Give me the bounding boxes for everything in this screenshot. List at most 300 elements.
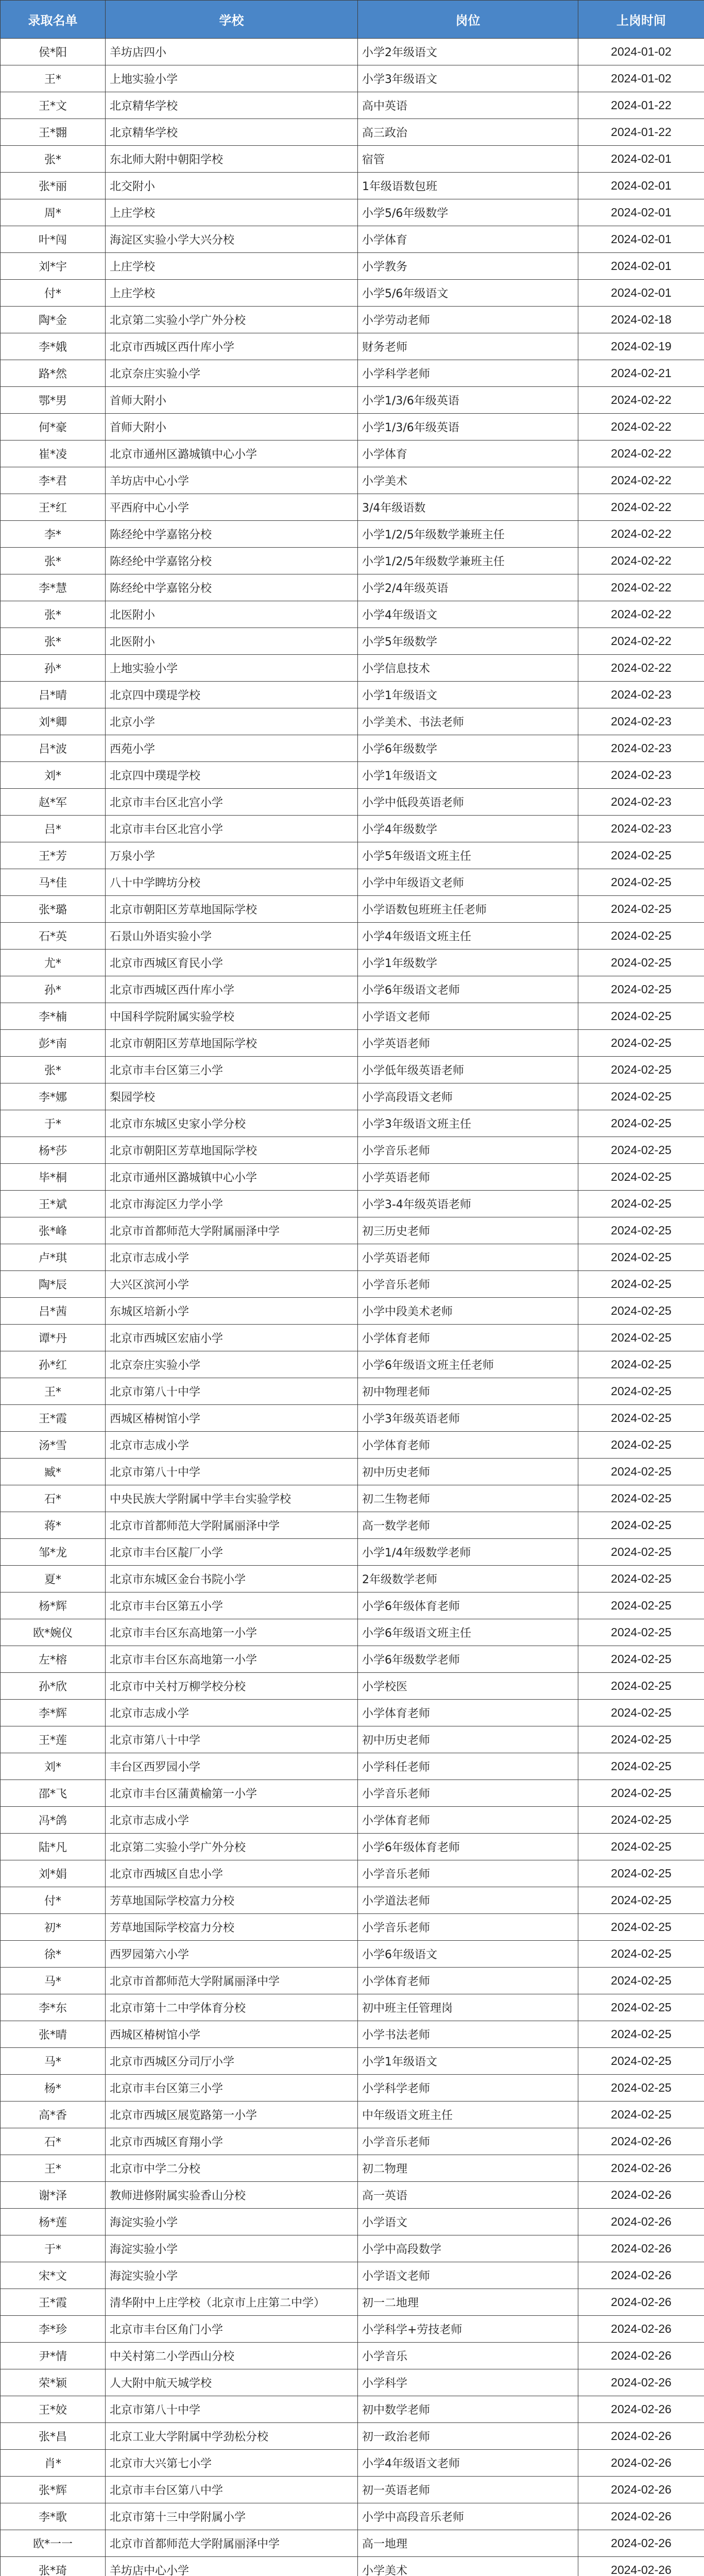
cell-position: 小学6年级语文班主任 — [358, 1619, 578, 1646]
cell-school: 北京市第十三中学附属小学 — [106, 2503, 358, 2530]
cell-name: 邹*龙 — [1, 1539, 106, 1566]
table-row — [1, 333, 704, 360]
table-row — [1, 1726, 704, 1753]
cell-name: 汤*雪 — [1, 1432, 106, 1459]
cell-school: 北京市第八十中学 — [106, 1459, 358, 1485]
cell-school: 陈经纶中学嘉铭分校 — [106, 521, 358, 548]
cell-school: 北京市西城区西什库小学 — [106, 976, 358, 1003]
cell-name: 鄂*男 — [1, 387, 106, 414]
table-row — [1, 39, 704, 65]
cell-start-date: 2024-02-26 — [578, 2155, 704, 2182]
cell-start-date: 2024-02-01 — [578, 226, 704, 253]
table-row — [1, 1485, 704, 1512]
table-row — [1, 2155, 704, 2182]
cell-position: 小学体育老师 — [358, 1432, 578, 1459]
table-row — [1, 1459, 704, 1485]
cell-position: 小学5年级语文班主任 — [358, 842, 578, 869]
cell-name: 王* — [1, 1378, 106, 1405]
cell-school: 北京市西城区自忠小学 — [106, 1860, 358, 1887]
table-row — [1, 1271, 704, 1298]
cell-school: 教师进修附属实验香山分校 — [106, 2182, 358, 2209]
cell-school: 石景山外语实验小学 — [106, 923, 358, 950]
cell-name: 王*霞 — [1, 1405, 106, 1432]
table-row — [1, 2343, 704, 2369]
cell-start-date: 2024-02-26 — [578, 2235, 704, 2262]
table-row — [1, 1994, 704, 2021]
cell-name: 孙*欣 — [1, 1673, 106, 1700]
cell-start-date: 2024-02-25 — [578, 2075, 704, 2102]
table-row — [1, 601, 704, 628]
cell-start-date: 2024-02-25 — [578, 1217, 704, 1244]
cell-start-date: 2024-02-26 — [578, 2316, 704, 2343]
table-row — [1, 1325, 704, 1351]
cell-name: 张* — [1, 1057, 106, 1083]
cell-name: 陶*辰 — [1, 1271, 106, 1298]
cell-school: 上地实验小学 — [106, 65, 358, 92]
cell-school: 上庄学校 — [106, 280, 358, 307]
cell-start-date: 2024-02-25 — [578, 1592, 704, 1619]
cell-name: 何*豪 — [1, 414, 106, 440]
cell-name: 冯*鸽 — [1, 1807, 106, 1834]
cell-start-date: 2024-02-22 — [578, 467, 704, 494]
table-row — [1, 1592, 704, 1619]
cell-start-date: 2024-02-25 — [578, 1030, 704, 1057]
cell-start-date: 2024-02-25 — [578, 1351, 704, 1378]
cell-position: 小学6年级体育老师 — [358, 1592, 578, 1619]
cell-start-date: 2024-02-25 — [578, 1700, 704, 1726]
cell-start-date: 2024-02-25 — [578, 1137, 704, 1164]
table-row — [1, 1244, 704, 1271]
cell-position: 小学1/3/6年级英语 — [358, 414, 578, 440]
cell-school: 海淀区实验小学大兴分校 — [106, 226, 358, 253]
cell-name: 付* — [1, 280, 106, 307]
cell-school: 北京四中璞瑅学校 — [106, 762, 358, 789]
cell-position: 小学6年级体育老师 — [358, 1834, 578, 1860]
cell-position: 小学体育 — [358, 226, 578, 253]
cell-position: 小学中高段数学 — [358, 2235, 578, 2262]
cell-position: 小学4年级数学 — [358, 816, 578, 842]
cell-name: 路*然 — [1, 360, 106, 387]
cell-position: 小学3年级语文班主任 — [358, 1110, 578, 1137]
cell-position: 小学美术 — [358, 2557, 578, 2576]
cell-name: 左*榕 — [1, 1646, 106, 1673]
cell-school: 北京市中关村万柳学校分校 — [106, 1673, 358, 1700]
cell-start-date: 2024-02-26 — [578, 2530, 704, 2557]
table-row — [1, 1003, 704, 1030]
cell-school: 北京小学 — [106, 708, 358, 735]
cell-start-date: 2024-02-25 — [578, 1887, 704, 1914]
cell-name: 尤* — [1, 950, 106, 976]
cell-name: 王* — [1, 2155, 106, 2182]
cell-start-date: 2024-02-22 — [578, 414, 704, 440]
cell-name: 王*文 — [1, 92, 106, 119]
cell-position: 小学中年级语文老师 — [358, 869, 578, 896]
cell-position: 小学美术、书法老师 — [358, 708, 578, 735]
cell-start-date: 2024-02-23 — [578, 762, 704, 789]
cell-start-date: 2024-02-25 — [578, 1673, 704, 1700]
cell-start-date: 2024-02-25 — [578, 976, 704, 1003]
cell-school: 北京市丰台区东高地第一小学 — [106, 1619, 358, 1646]
table-row — [1, 1083, 704, 1110]
cell-school: 西苑小学 — [106, 735, 358, 762]
cell-position: 小学低年级英语老师 — [358, 1057, 578, 1083]
cell-start-date: 2024-02-25 — [578, 1512, 704, 1539]
table-row — [1, 869, 704, 896]
cell-school: 梨园学校 — [106, 1083, 358, 1110]
cell-position: 2年级数学老师 — [358, 1566, 578, 1592]
cell-start-date: 2024-02-25 — [578, 1994, 704, 2021]
cell-position: 小学科任老师 — [358, 1753, 578, 1780]
cell-position: 初中历史老师 — [358, 1459, 578, 1485]
cell-school: 北京市第八十中学 — [106, 1378, 358, 1405]
table-row — [1, 307, 704, 333]
header-school: 学校 — [106, 1, 358, 39]
cell-position: 小学1年级数学 — [358, 950, 578, 976]
cell-school: 北京市东城区史家小学分校 — [106, 1110, 358, 1137]
cell-name: 张*昌 — [1, 2423, 106, 2450]
cell-school: 北京市朝阳区芳草地国际学校 — [106, 1137, 358, 1164]
cell-name: 陶*金 — [1, 307, 106, 333]
cell-name: 王*姣 — [1, 2396, 106, 2423]
cell-name: 侯*阳 — [1, 39, 106, 65]
cell-start-date: 2024-02-26 — [578, 2557, 704, 2576]
cell-school: 北京市朝阳区芳草地国际学校 — [106, 896, 358, 923]
cell-position: 小学语文 — [358, 2209, 578, 2235]
header-position: 岗位 — [358, 1, 578, 39]
cell-start-date: 2024-02-26 — [578, 2423, 704, 2450]
cell-position: 小学英语老师 — [358, 1244, 578, 1271]
cell-position: 初二生物老师 — [358, 1485, 578, 1512]
table-row — [1, 1646, 704, 1673]
table-row — [1, 2503, 704, 2530]
cell-school: 北京市丰台区角门小学 — [106, 2316, 358, 2343]
cell-position: 宿管 — [358, 146, 578, 173]
cell-school: 北京市第十二中学体育分校 — [106, 1994, 358, 2021]
cell-school: 西城区椿树馆小学 — [106, 2021, 358, 2048]
cell-position: 初三历史老师 — [358, 1217, 578, 1244]
cell-school: 北京市通州区潞城镇中心小学 — [106, 440, 358, 467]
cell-name: 李*慧 — [1, 574, 106, 601]
cell-name: 付* — [1, 1887, 106, 1914]
cell-name: 杨*莲 — [1, 2209, 106, 2235]
cell-position: 小学美术 — [358, 467, 578, 494]
cell-name: 孙* — [1, 976, 106, 1003]
table-row — [1, 2423, 704, 2450]
cell-start-date: 2024-02-25 — [578, 1485, 704, 1512]
table-row — [1, 1700, 704, 1726]
cell-position: 1年级语数包班 — [358, 173, 578, 199]
cell-position: 小学科学老师 — [358, 360, 578, 387]
cell-position: 初一英语老师 — [358, 2477, 578, 2503]
cell-name: 吕* — [1, 816, 106, 842]
table-row — [1, 950, 704, 976]
cell-start-date: 2024-02-25 — [578, 1807, 704, 1834]
table-row — [1, 119, 704, 146]
cell-start-date: 2024-02-23 — [578, 735, 704, 762]
cell-name: 李*珍 — [1, 2316, 106, 2343]
table-row — [1, 2450, 704, 2477]
table-row — [1, 1834, 704, 1860]
cell-position: 小学音乐老师 — [358, 1860, 578, 1887]
cell-school: 北京市首都师范大学附属丽泽中学 — [106, 1968, 358, 1994]
table-row — [1, 762, 704, 789]
cell-position: 小学体育老师 — [358, 1968, 578, 1994]
cell-name: 宋*文 — [1, 2262, 106, 2289]
cell-name: 张* — [1, 548, 106, 574]
cell-school: 海淀实验小学 — [106, 2209, 358, 2235]
cell-position: 财务老师 — [358, 333, 578, 360]
cell-name: 赵*军 — [1, 789, 106, 816]
cell-start-date: 2024-02-25 — [578, 1432, 704, 1459]
cell-start-date: 2024-02-25 — [578, 1271, 704, 1298]
cell-name: 李*歌 — [1, 2503, 106, 2530]
table-row — [1, 2128, 704, 2155]
cell-start-date: 2024-02-26 — [578, 2396, 704, 2423]
cell-start-date: 2024-02-25 — [578, 2021, 704, 2048]
cell-name: 尹*情 — [1, 2343, 106, 2369]
cell-school: 北京工业大学附属中学劲松分校 — [106, 2423, 358, 2450]
table-row — [1, 842, 704, 869]
cell-name: 彭*南 — [1, 1030, 106, 1057]
cell-name: 张* — [1, 601, 106, 628]
table-row — [1, 1807, 704, 1834]
cell-school: 北京精华学校 — [106, 119, 358, 146]
cell-name: 欧*婉仪 — [1, 1619, 106, 1646]
cell-name: 王*霞 — [1, 2289, 106, 2316]
cell-school: 北京市丰台区第三小学 — [106, 1057, 358, 1083]
cell-school: 北京市第八十中学 — [106, 2396, 358, 2423]
table-row — [1, 655, 704, 682]
cell-school: 人大附中航天城学校 — [106, 2369, 358, 2396]
cell-name: 陆*凡 — [1, 1834, 106, 1860]
cell-name: 刘*宇 — [1, 253, 106, 280]
table-row — [1, 1432, 704, 1459]
cell-start-date: 2024-02-22 — [578, 574, 704, 601]
cell-school: 北京精华学校 — [106, 92, 358, 119]
cell-start-date: 2024-02-01 — [578, 280, 704, 307]
table-row — [1, 2262, 704, 2289]
table-row — [1, 2102, 704, 2128]
cell-school: 北京第二实验小学广外分校 — [106, 1834, 358, 1860]
cell-name: 吕*晴 — [1, 682, 106, 708]
table-body — [1, 39, 704, 2576]
cell-name: 吕*波 — [1, 735, 106, 762]
table-row — [1, 896, 704, 923]
table-row — [1, 440, 704, 467]
table-row — [1, 1914, 704, 1941]
table-row — [1, 708, 704, 735]
table-row — [1, 1030, 704, 1057]
cell-start-date: 2024-02-26 — [578, 2503, 704, 2530]
cell-position: 小学1/2/5年级数学兼班主任 — [358, 548, 578, 574]
cell-name: 荣*颖 — [1, 2369, 106, 2396]
cell-start-date: 2024-01-22 — [578, 92, 704, 119]
table-row — [1, 494, 704, 521]
table-row — [1, 280, 704, 307]
table-row — [1, 548, 704, 574]
cell-position: 小学5年级数学 — [358, 628, 578, 655]
cell-name: 徐* — [1, 1941, 106, 1968]
table-row — [1, 2048, 704, 2075]
cell-start-date: 2024-02-25 — [578, 1378, 704, 1405]
cell-start-date: 2024-02-25 — [578, 923, 704, 950]
cell-position: 小学中低段英语老师 — [358, 789, 578, 816]
cell-school: 北京市丰台区东高地第一小学 — [106, 1646, 358, 1673]
cell-school: 北京市首都师范大学附属丽泽中学 — [106, 2530, 358, 2557]
cell-position: 小学3年级英语老师 — [358, 1405, 578, 1432]
table-row — [1, 387, 704, 414]
cell-start-date: 2024-02-25 — [578, 1780, 704, 1807]
cell-position: 小学6年级语文班主任老师 — [358, 1351, 578, 1378]
cell-position: 3/4年级语数 — [358, 494, 578, 521]
cell-name: 马* — [1, 2048, 106, 2075]
cell-school: 北京市西城区西什库小学 — [106, 333, 358, 360]
cell-school: 中关村第二小学西山分校 — [106, 2343, 358, 2369]
cell-name: 孙*红 — [1, 1351, 106, 1378]
cell-school: 首师大附小 — [106, 387, 358, 414]
cell-start-date: 2024-02-25 — [578, 1298, 704, 1325]
cell-name: 毕*桐 — [1, 1164, 106, 1191]
header-row — [1, 1, 704, 39]
cell-name: 张*琦 — [1, 2557, 106, 2576]
cell-start-date: 2024-02-25 — [578, 1566, 704, 1592]
cell-position: 初中历史老师 — [358, 1726, 578, 1753]
cell-position: 小学4年级语文班主任 — [358, 923, 578, 950]
cell-position: 小学科学 — [358, 2369, 578, 2396]
cell-name: 周* — [1, 199, 106, 226]
table-row — [1, 1968, 704, 1994]
cell-name: 夏* — [1, 1566, 106, 1592]
cell-name: 于* — [1, 1110, 106, 1137]
cell-name: 杨*辉 — [1, 1592, 106, 1619]
cell-name: 李*君 — [1, 467, 106, 494]
cell-school: 陈经纶中学嘉铭分校 — [106, 574, 358, 601]
cell-position: 高一地理 — [358, 2530, 578, 2557]
cell-school: 北京奈庄实验小学 — [106, 360, 358, 387]
table-row — [1, 2182, 704, 2209]
cell-name: 马*佳 — [1, 869, 106, 896]
cell-name: 王*莲 — [1, 1726, 106, 1753]
cell-start-date: 2024-02-26 — [578, 2182, 704, 2209]
table-row — [1, 1860, 704, 1887]
cell-start-date: 2024-02-26 — [578, 2128, 704, 2155]
table-row — [1, 1137, 704, 1164]
cell-position: 小学6年级语文老师 — [358, 976, 578, 1003]
cell-name: 谭*丹 — [1, 1325, 106, 1351]
cell-position: 初中数学老师 — [358, 2396, 578, 2423]
cell-position: 小学音乐老师 — [358, 1914, 578, 1941]
cell-school: 上庄学校 — [106, 253, 358, 280]
cell-school: 北京市西城区宏庙小学 — [106, 1325, 358, 1351]
cell-position: 小学3-4年级英语老师 — [358, 1191, 578, 1217]
cell-start-date: 2024-02-22 — [578, 655, 704, 682]
cell-position: 初二物理 — [358, 2155, 578, 2182]
table-row — [1, 199, 704, 226]
cell-start-date: 2024-02-01 — [578, 199, 704, 226]
cell-position: 小学音乐老师 — [358, 2128, 578, 2155]
cell-position: 小学音乐 — [358, 2343, 578, 2369]
cell-start-date: 2024-02-23 — [578, 789, 704, 816]
cell-school: 清华附中上庄学校（北京市上庄第二中学） — [106, 2289, 358, 2316]
cell-school: 北京市志成小学 — [106, 1432, 358, 1459]
cell-start-date: 2024-01-22 — [578, 119, 704, 146]
cell-name: 杨* — [1, 2075, 106, 2102]
cell-start-date: 2024-02-23 — [578, 708, 704, 735]
cell-school: 北京市海淀区力学小学 — [106, 1191, 358, 1217]
cell-name: 石* — [1, 2128, 106, 2155]
cell-start-date: 2024-02-25 — [578, 1110, 704, 1137]
cell-school: 北京市朝阳区芳草地国际学校 — [106, 1030, 358, 1057]
cell-name: 刘*卿 — [1, 708, 106, 735]
cell-position: 小学道法老师 — [358, 1887, 578, 1914]
header-name: 录取名单 — [1, 1, 106, 39]
cell-start-date: 2024-02-25 — [578, 1003, 704, 1030]
cell-school: 北京市大兴第七小学 — [106, 2450, 358, 2477]
cell-start-date: 2024-02-25 — [578, 1325, 704, 1351]
cell-name: 张* — [1, 628, 106, 655]
table-row — [1, 2075, 704, 2102]
cell-school: 海淀实验小学 — [106, 2262, 358, 2289]
cell-start-date: 2024-02-26 — [578, 2343, 704, 2369]
table-row — [1, 226, 704, 253]
cell-start-date: 2024-02-26 — [578, 2262, 704, 2289]
cell-position: 小学音乐老师 — [358, 1780, 578, 1807]
table-row — [1, 976, 704, 1003]
table-row — [1, 360, 704, 387]
table-row — [1, 1405, 704, 1432]
table-row — [1, 1619, 704, 1646]
cell-school: 海淀实验小学 — [106, 2235, 358, 2262]
cell-name: 刘* — [1, 762, 106, 789]
table-row — [1, 574, 704, 601]
cell-start-date: 2024-02-26 — [578, 2369, 704, 2396]
cell-name: 石* — [1, 1485, 106, 1512]
cell-position: 小学1年级语文 — [358, 682, 578, 708]
cell-start-date: 2024-02-22 — [578, 601, 704, 628]
cell-school: 北京市丰台区第八中学 — [106, 2477, 358, 2503]
cell-position: 初一二地理 — [358, 2289, 578, 2316]
cell-school: 北京市丰台区北宫小学 — [106, 816, 358, 842]
cell-name: 崔*凌 — [1, 440, 106, 467]
cell-name: 王*红 — [1, 494, 106, 521]
cell-start-date: 2024-02-23 — [578, 682, 704, 708]
table-row — [1, 1539, 704, 1566]
table-row — [1, 2557, 704, 2576]
cell-start-date: 2024-02-01 — [578, 253, 704, 280]
cell-start-date: 2024-02-25 — [578, 1646, 704, 1673]
table-row — [1, 253, 704, 280]
table-row — [1, 2235, 704, 2262]
cell-name: 李*娥 — [1, 333, 106, 360]
cell-position: 小学5/6年级语文 — [358, 280, 578, 307]
cell-name: 张*峰 — [1, 1217, 106, 1244]
cell-school: 北京市丰台区第三小学 — [106, 2075, 358, 2102]
cell-start-date: 2024-02-22 — [578, 494, 704, 521]
cell-school: 平西府中心小学 — [106, 494, 358, 521]
cell-start-date: 2024-02-25 — [578, 1083, 704, 1110]
cell-position: 小学高段语文老师 — [358, 1083, 578, 1110]
cell-position: 小学音乐老师 — [358, 1137, 578, 1164]
cell-position: 小学4年级语文老师 — [358, 2450, 578, 2477]
table-row — [1, 2316, 704, 2343]
cell-name: 吕*茜 — [1, 1298, 106, 1325]
cell-name: 叶*闯 — [1, 226, 106, 253]
table-row — [1, 1351, 704, 1378]
cell-school: 八十中学睥坊分校 — [106, 869, 358, 896]
cell-position: 高中英语 — [358, 92, 578, 119]
table-row — [1, 1378, 704, 1405]
cell-school: 北京第二实验小学广外分校 — [106, 307, 358, 333]
